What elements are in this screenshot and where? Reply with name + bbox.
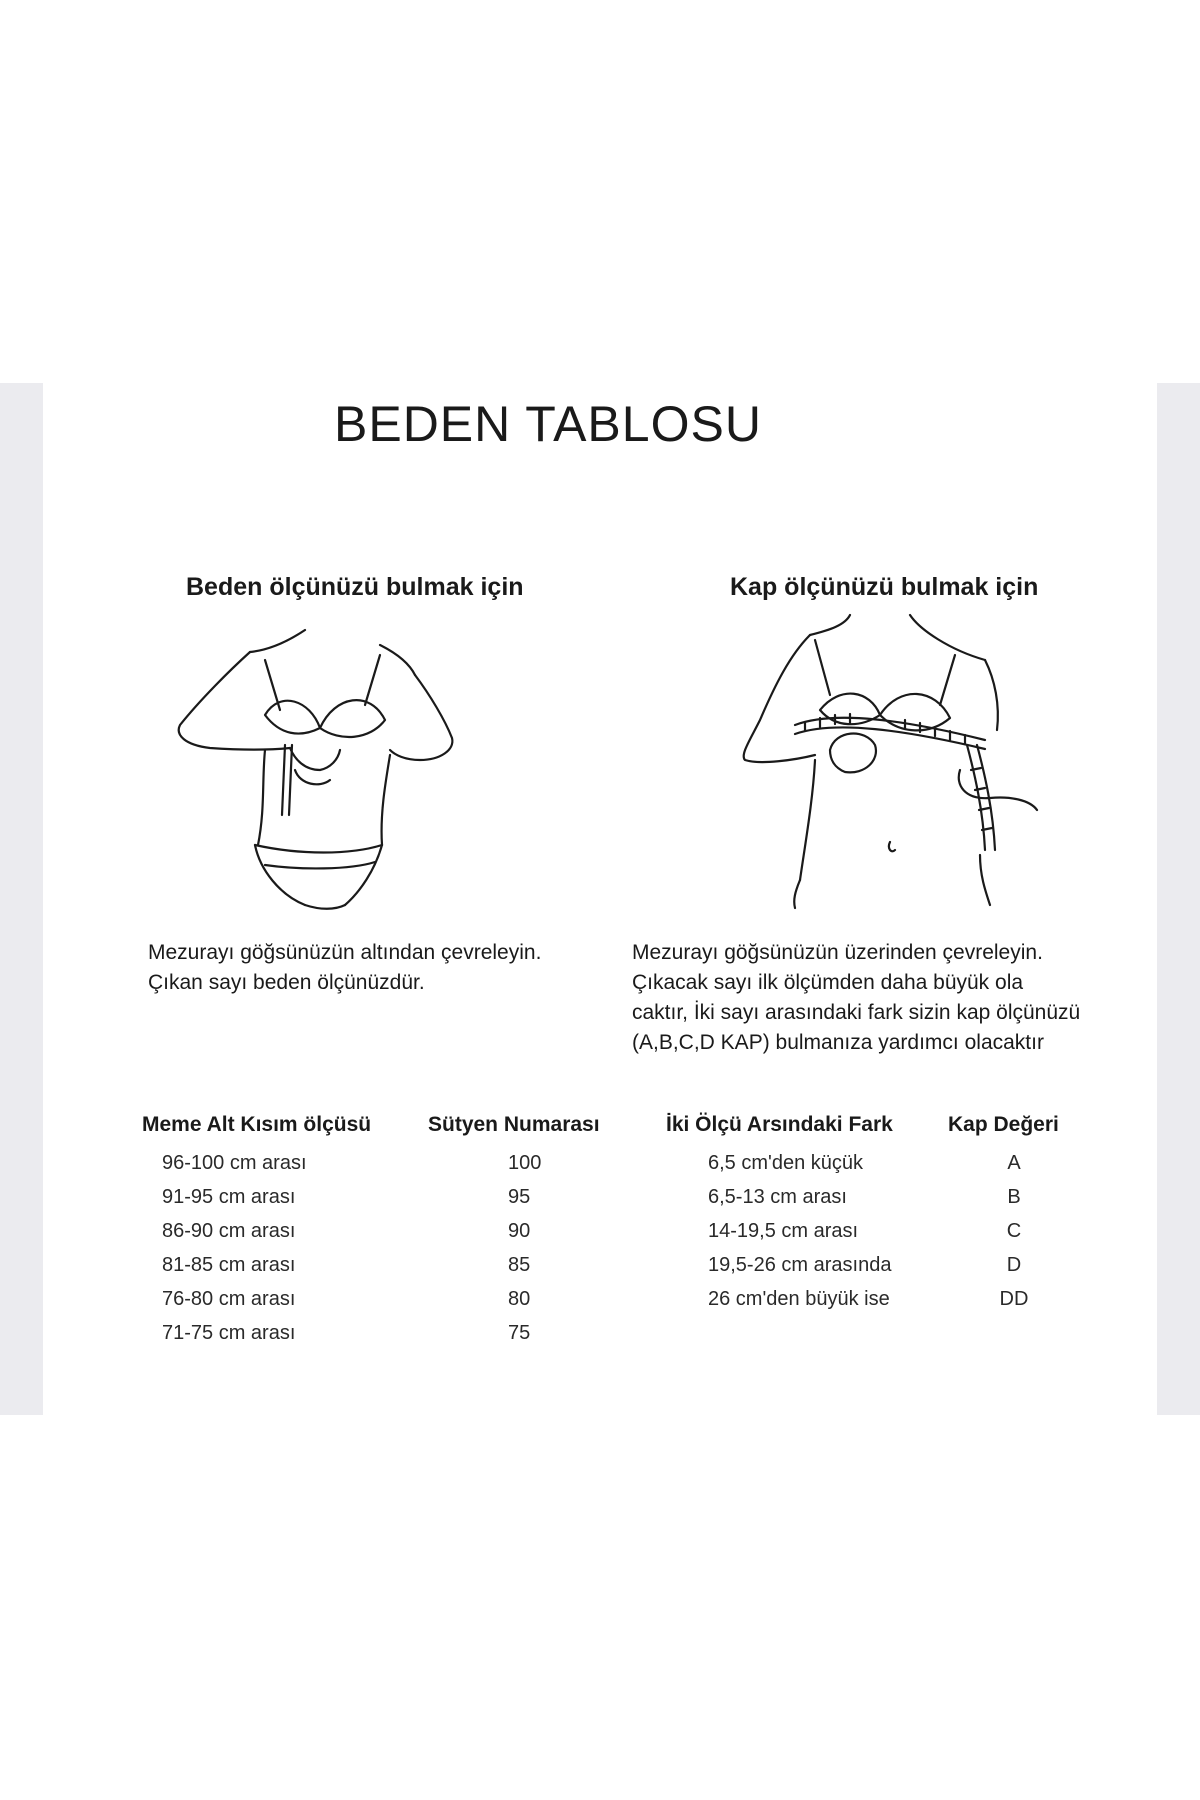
bra-size-cell: 90: [508, 1220, 531, 1242]
cup-cell: B: [1007, 1186, 1021, 1208]
underbust-column-header: Meme Alt Kısım ölçüsü: [142, 1113, 372, 1136]
underbust-instruction-line-1: Mezurayı göğsünüzün altından çevreleyin.: [148, 941, 542, 964]
cup-instruction-line-3: caktır, İki sayı arasındaki fark sizin kap ölçünüzü: [632, 1001, 1081, 1024]
difference-cell: 6,5 cm'den küçük: [708, 1152, 864, 1174]
bra-size-cell: 80: [508, 1288, 531, 1310]
left-side-band: [0, 383, 43, 1415]
right-side-band: [1157, 383, 1200, 1415]
size-range-cell: 96-100 cm arası: [162, 1152, 307, 1174]
difference-cell: 19,5-26 cm arasında: [708, 1254, 892, 1276]
cup-heading: Kap ölçünüzü bulmak için: [730, 573, 1039, 601]
bra-size-cell: 100: [508, 1152, 542, 1174]
bra-size-cell: 85: [508, 1254, 531, 1276]
cup-cell: D: [1006, 1254, 1022, 1276]
bra-size-column-header: Sütyen Numarası: [428, 1113, 600, 1136]
difference-column-header: İki Ölçü Arsındaki Fark: [666, 1113, 893, 1136]
cup-instruction-line-1: Mezurayı göğsünüzün üzerinden çevreleyin.: [632, 941, 1043, 964]
bra-size-cell: 75: [508, 1322, 531, 1344]
cup-cell: DD: [999, 1288, 1029, 1310]
underbust-measuring-figure-icon: [170, 620, 480, 910]
cup-cell: C: [1006, 1220, 1022, 1242]
size-range-cell: 81-85 cm arası: [162, 1254, 296, 1276]
bra-size-cell: 95: [508, 1186, 531, 1208]
cup-instruction-line-2: Çıkacak sayı ilk ölçümden daha büyük ola: [632, 971, 1024, 994]
underbust-heading: Beden ölçünüzü bulmak için: [186, 573, 524, 601]
cup-instruction-line-4: (A,B,C,D KAP) bulmanıza yardımcı olacaktır: [632, 1031, 1044, 1054]
difference-cell: 14-19,5 cm arası: [708, 1220, 859, 1242]
underbust-instructions: [148, 938, 608, 998]
cup-instructions: [632, 938, 1112, 1058]
cup-column-header: Kap Değeri: [948, 1113, 1059, 1136]
size-range-cell: 76-80 cm arası: [162, 1288, 296, 1310]
difference-cell: 26 cm'den büyük ise: [708, 1288, 890, 1310]
underbust-instruction-line-2: Çıkan sayı beden ölçünüzdür.: [148, 971, 425, 994]
overbust-measuring-figure-icon: [735, 610, 1040, 910]
size-range-cell: 91-95 cm arası: [162, 1186, 296, 1208]
page-title: BEDEN TABLOSU: [334, 396, 762, 452]
size-range-cell: 86-90 cm arası: [162, 1220, 296, 1242]
size-range-cell: 71-75 cm arası: [162, 1322, 296, 1344]
cup-cell: A: [1007, 1152, 1021, 1174]
difference-cell: 6,5-13 cm arası: [708, 1186, 847, 1208]
